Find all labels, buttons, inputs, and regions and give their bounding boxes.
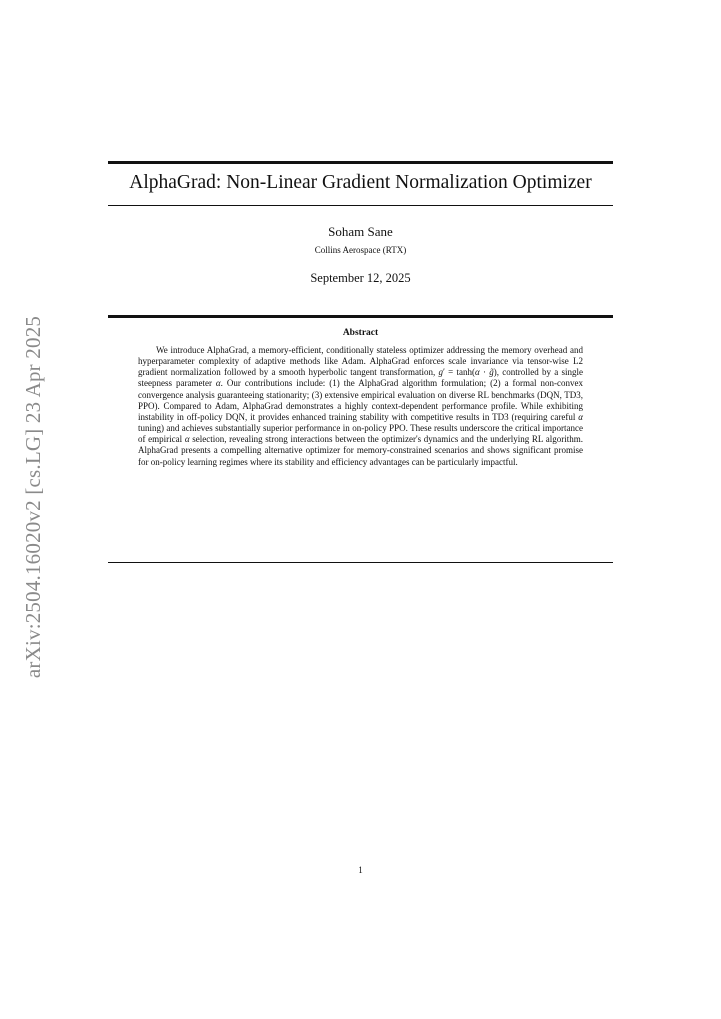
abstract-top-rule [108,315,613,318]
title-bottom-rule [108,205,613,206]
author-affiliation: Collins Aerospace (RTX) [314,245,407,255]
page-number: 1 [358,865,363,875]
author-name: Soham Sane [328,224,393,239]
title-top-rule [108,161,613,164]
abstract-bottom-rule [108,562,613,563]
paper-date: September 12, 2025 [310,271,411,285]
abstract-body: We introduce AlphaGrad, a memory-efficient, conditionally stateless optimizer addressing the memory overhead and hyperparameter complexity of adaptive methods like Adam. AlphaGrad enforces scale invariance via tensor-wise L2 gradient normalization followed by a smooth hyperbolic tangent transformation, g′ = tanh(α · g̃), controlled by a single steepness parameter α. Our contributions include: (1) the AlphaGrad algorithm formulation; (2) a formal non-convex convergence analysis guaranteeing stationarity; (3) extensive empirical evaluation on diverse RL benchmarks (DQN, TD3, PPO). Compared to Adam, AlphaGrad demonstrates a highly context-dependent performance profile. While exhibiting instability in off-policy DQN, it provides enhanced training stability with competitive results in TD3 (requiring careful α tuning) and achieves substantially superior performance in on-policy PPO. These results underscore the critical importance of empirical α selection, revealing strong interactions between the optimizer's dynamics and the underlying RL algorithm. AlphaGrad presents a compelling alternative optimizer for memory-constrained scenarios and shows significant promise for on-policy learning regimes where its stability and efficiency advantages can be particularly impactful. [138,345,583,467]
paper-title: AlphaGrad: Non-Linear Gradient Normalization Optimizer [129,172,592,193]
abstract-heading: Abstract [342,328,379,338]
arxiv-identifier-stamp: arXiv:2504.16020v2 [cs.LG] 23 Apr 2025 [21,315,45,679]
